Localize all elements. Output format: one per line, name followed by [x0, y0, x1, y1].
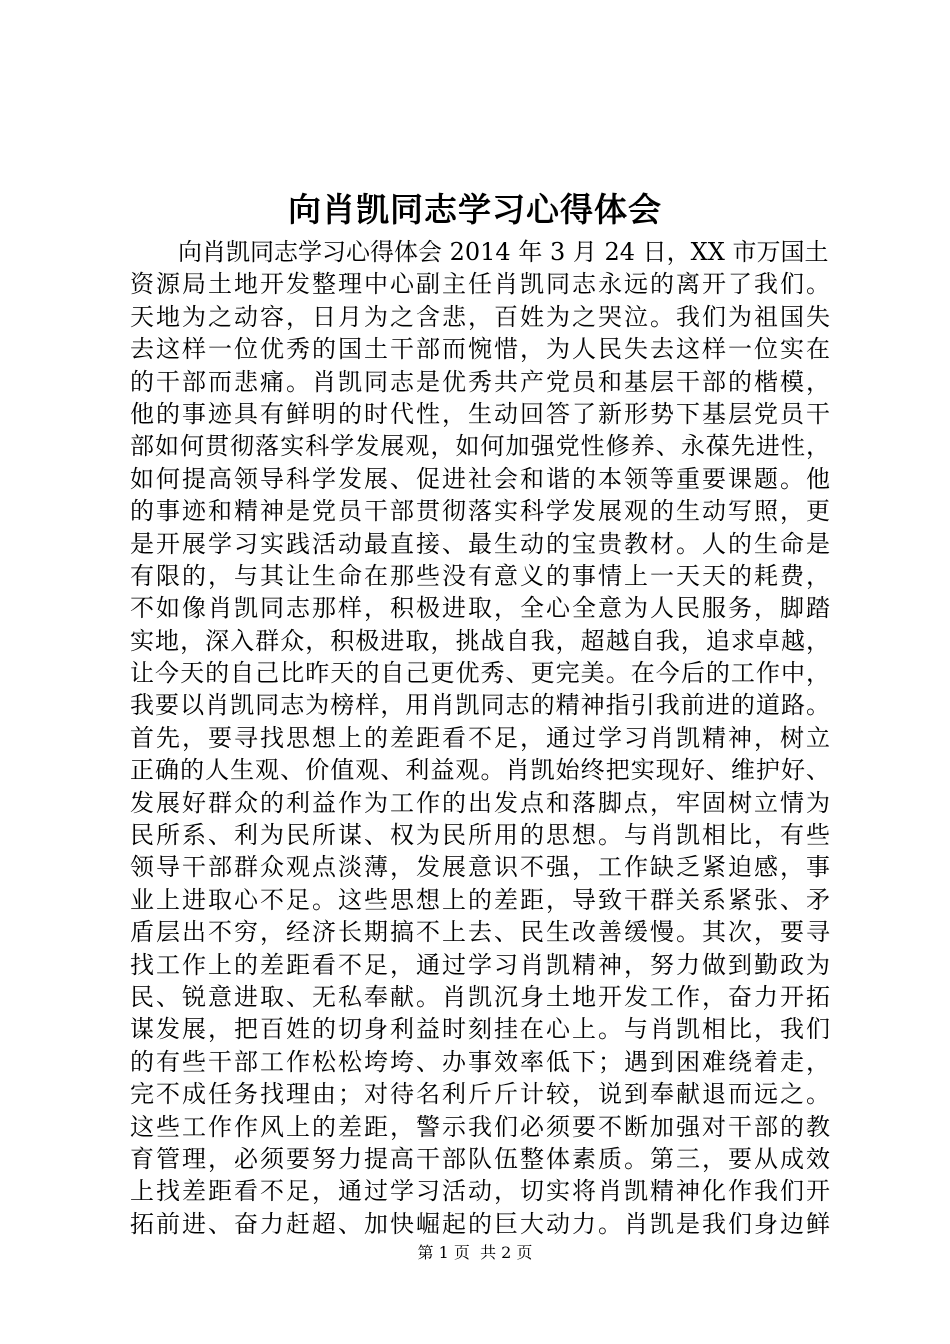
text-line: 的有些干部工作松松垮垮、办事效率低下；遇到困难绕着走，	[130, 1047, 830, 1076]
page-footer	[0, 1243, 950, 1263]
text-line: 完不成任务找理由；对待名利斤斤计较，说到奉献退而远之。	[130, 1080, 830, 1109]
page-number-label: 第 1 页 共 2 页	[417, 1243, 533, 1262]
text-line: 他的事迹具有鲜明的时代性，生动回答了新形势下基层党员干	[130, 399, 830, 428]
text-line: 是开展学习实践活动最直接、最生动的宝贵教材。人的生命是	[130, 529, 830, 558]
text-line: 实地，深入群众，积极进取，挑战自我，超越自我，追求卓越，	[130, 626, 830, 655]
text-line: 部如何贯彻落实科学发展观，如何加强党性修养、永葆先进性，	[130, 432, 830, 461]
text-line: 去这样一位优秀的国土干部而惋惜，为人民失去这样一位实在	[130, 335, 830, 364]
text-line: 盾层出不穷，经济长期搞不上去、民生改善缓慢。其次，要寻	[130, 918, 830, 947]
text-line: 领导干部群众观点淡薄，发展意识不强，工作缺乏紧迫感，事	[130, 853, 830, 882]
page-title: 向肖凯同志学习心得体会	[288, 190, 662, 229]
text-line: 发展好群众的利益作为工作的出发点和落脚点，牢固树立情为	[130, 788, 830, 817]
text-line: 资源局土地开发整理中心副主任肖凯同志永远的离开了我们。	[130, 270, 830, 299]
text-line: 这些工作作风上的差距，警示我们必须要不断加强对干部的教	[130, 1112, 830, 1141]
text-line: 的事迹和精神是党员干部贯彻落实科学发展观的生动写照，更	[130, 497, 830, 526]
text-line: 业上进取心不足。这些思想上的差距，导致干群关系紧张、矛	[130, 885, 830, 914]
text-line: 民、锐意进取、无私奉献。肖凯沉身土地开发工作，奋力开拓	[130, 982, 830, 1011]
text-line: 找工作上的差距看不足，通过学习肖凯精神，努力做到勤政为	[130, 950, 830, 979]
text-line: 正确的人生观、价值观、利益观。肖凯始终把实现好、维护好、	[130, 756, 830, 785]
text-line: 不如像肖凯同志那样，积极进取，全心全意为人民服务，脚踏	[130, 594, 830, 623]
text-line: 的干部而悲痛。肖凯同志是优秀共产党员和基层干部的楷模，	[130, 367, 830, 396]
text-line: 谋发展，把百姓的切身利益时刻挂在心上。与肖凯相比，我们	[130, 1015, 830, 1044]
text-line: 天地为之动容，日月为之含悲，百姓为之哭泣。我们为祖国失	[130, 302, 830, 331]
text-line: 育管理，必须要努力提高干部队伍整体素质。第三，要从成效	[130, 1144, 830, 1173]
text-line: 如何提高领导科学发展、促进社会和谐的本领等重要课题。他	[130, 464, 830, 493]
text-line: 我要以肖凯同志为榜样，用肖凯同志的精神指引我前进的道路。	[130, 691, 830, 720]
document-body	[130, 236, 830, 1240]
text-line: 首先，要寻找思想上的差距看不足，通过学习肖凯精神，树立	[130, 723, 830, 752]
text-line: 让今天的自己比昨天的自己更优秀、更完美。在今后的工作中，	[130, 659, 830, 688]
text-line: 有限的，与其让生命在那些没有意义的事情上一天天的耗费，	[130, 561, 830, 590]
text-line: 向肖凯同志学习心得体会 2014 年 3 月 24 日，XX 市万国土	[178, 238, 829, 266]
text-line: 上找差距看不足，通过学习活动，切实将肖凯精神化作我们开	[130, 1177, 830, 1206]
text-line: 民所系、利为民所谋、权为民所用的思想。与肖凯相比，有些	[130, 821, 830, 850]
text-line: 拓前进、奋力赶超、加快崛起的巨大动力。肖凯是我们身边鲜	[130, 1209, 830, 1238]
